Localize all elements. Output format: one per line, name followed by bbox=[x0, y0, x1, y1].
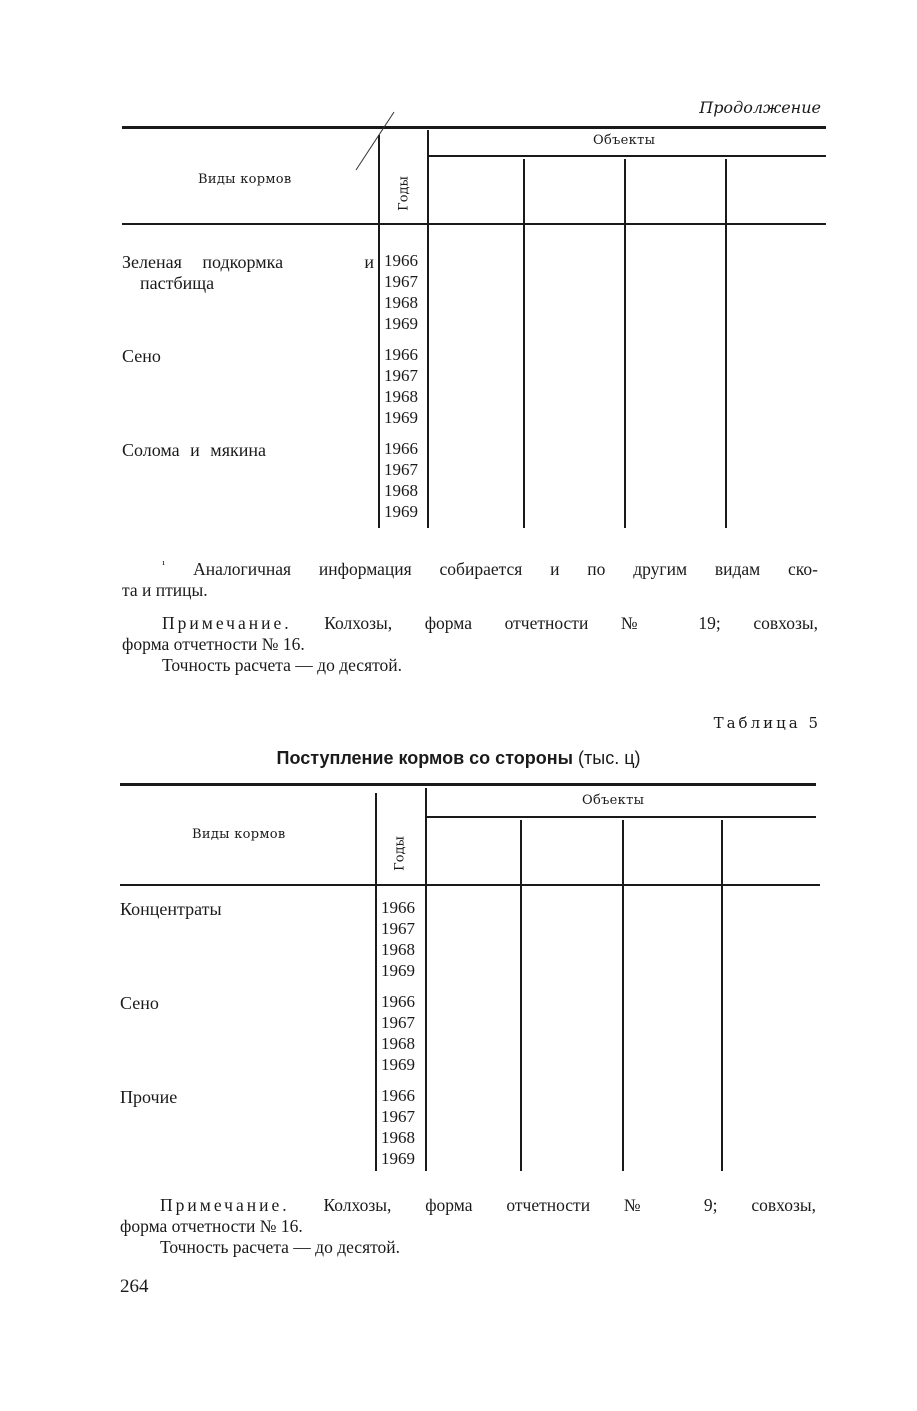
note-label: Примечание. bbox=[162, 613, 292, 633]
table-title-unit: (тыс. ц) bbox=[578, 748, 641, 768]
year-cell: 1966 bbox=[384, 251, 418, 270]
year-cell: 1969 bbox=[381, 1055, 415, 1074]
year-cell: 1966 bbox=[381, 898, 415, 917]
year-list bbox=[381, 1085, 415, 1169]
year-cell: 1967 bbox=[381, 1107, 415, 1126]
year-cell: 1966 bbox=[381, 992, 415, 1011]
years-column-right-border bbox=[427, 130, 429, 528]
row-label-part: Зеленая подкормка bbox=[122, 252, 284, 272]
object-col-divider bbox=[725, 159, 727, 528]
header-years: Годы bbox=[392, 836, 408, 871]
note bbox=[122, 613, 818, 676]
header-bottom-rule bbox=[122, 223, 826, 225]
table-title bbox=[0, 748, 917, 769]
row-label: Концентраты bbox=[120, 899, 222, 919]
header-feed-types: Виды кормов bbox=[198, 172, 292, 187]
year-list bbox=[384, 438, 418, 522]
year-cell: 1967 bbox=[384, 272, 418, 291]
year-cell: 1967 bbox=[381, 919, 415, 938]
year-cell: 1968 bbox=[384, 387, 418, 406]
year-cell: 1966 bbox=[381, 1086, 415, 1105]
footnote-text: Аналогичная информация собирается и по другим видам ско- bbox=[193, 558, 819, 579]
page-number: 264 bbox=[120, 1276, 149, 1297]
years-column-left-border bbox=[378, 135, 380, 528]
row-label: Прочие bbox=[120, 1087, 178, 1107]
table-title-main: Поступление кормов со стороны bbox=[276, 748, 573, 768]
note bbox=[120, 1195, 816, 1258]
year-cell: 1968 bbox=[384, 293, 418, 312]
year-list bbox=[381, 897, 415, 981]
year-list bbox=[381, 991, 415, 1075]
year-list bbox=[384, 344, 418, 428]
continuation-label: Продолжение bbox=[699, 98, 821, 117]
header-feed-types: Виды кормов bbox=[192, 827, 286, 842]
year-cell: 1966 bbox=[384, 345, 418, 364]
header-objects: Объекты bbox=[582, 793, 645, 808]
year-cell: 1968 bbox=[381, 940, 415, 959]
row-label-part: пастбища bbox=[140, 273, 215, 293]
object-col-divider bbox=[523, 159, 525, 528]
row-label: Солома и мякина bbox=[122, 440, 266, 460]
year-cell: 1967 bbox=[381, 1013, 415, 1032]
header-years: Годы bbox=[396, 176, 412, 211]
note-text: Колхозы, форма отчетности № 19; совхозы, bbox=[324, 613, 818, 633]
years-column-right-border bbox=[425, 788, 427, 1171]
table-top-rule bbox=[120, 783, 816, 786]
year-cell: 1969 bbox=[381, 1149, 415, 1168]
note-text: форма отчетности № 16. bbox=[122, 634, 305, 654]
table-number: Таблица 5 bbox=[713, 714, 821, 732]
object-col-divider bbox=[624, 159, 626, 528]
year-cell: 1966 bbox=[384, 439, 418, 458]
object-col-divider bbox=[721, 820, 723, 1171]
objects-header-rule bbox=[428, 155, 826, 157]
year-cell: 1969 bbox=[384, 502, 418, 521]
year-cell: 1969 bbox=[381, 961, 415, 980]
objects-header-rule bbox=[426, 816, 816, 818]
year-list bbox=[384, 250, 418, 334]
note-text: форма отчетности № 16. bbox=[120, 1216, 303, 1236]
table-top-rule bbox=[122, 126, 826, 129]
row-label bbox=[122, 252, 374, 294]
footnote-text: та и птицы. bbox=[122, 579, 208, 600]
header-slash-mark bbox=[346, 110, 396, 180]
year-cell: 1969 bbox=[384, 408, 418, 427]
note-text: Точность расчета — до десятой. bbox=[160, 1237, 401, 1257]
year-cell: 1967 bbox=[384, 366, 418, 385]
row-label: Сено bbox=[122, 346, 161, 366]
row-label-conjunction: и bbox=[364, 252, 374, 272]
footnote bbox=[122, 555, 818, 601]
year-cell: 1967 bbox=[384, 460, 418, 479]
object-col-divider bbox=[622, 820, 624, 1171]
note-text: Колхозы, форма отчетности № 9; совхозы, bbox=[323, 1195, 816, 1215]
note-text: Точность расчета — до десятой. bbox=[162, 655, 403, 675]
object-col-divider bbox=[520, 820, 522, 1171]
year-cell: 1968 bbox=[384, 481, 418, 500]
header-objects: Объекты bbox=[593, 133, 656, 148]
row-label: Сено bbox=[120, 993, 159, 1013]
years-column-left-border bbox=[375, 793, 377, 1171]
year-cell: 1968 bbox=[381, 1128, 415, 1147]
footnote-marker: ¹ bbox=[162, 559, 166, 571]
year-cell: 1968 bbox=[381, 1034, 415, 1053]
header-bottom-rule bbox=[120, 884, 820, 886]
note-label: Примечание. bbox=[160, 1195, 290, 1215]
year-cell: 1969 bbox=[384, 314, 418, 333]
